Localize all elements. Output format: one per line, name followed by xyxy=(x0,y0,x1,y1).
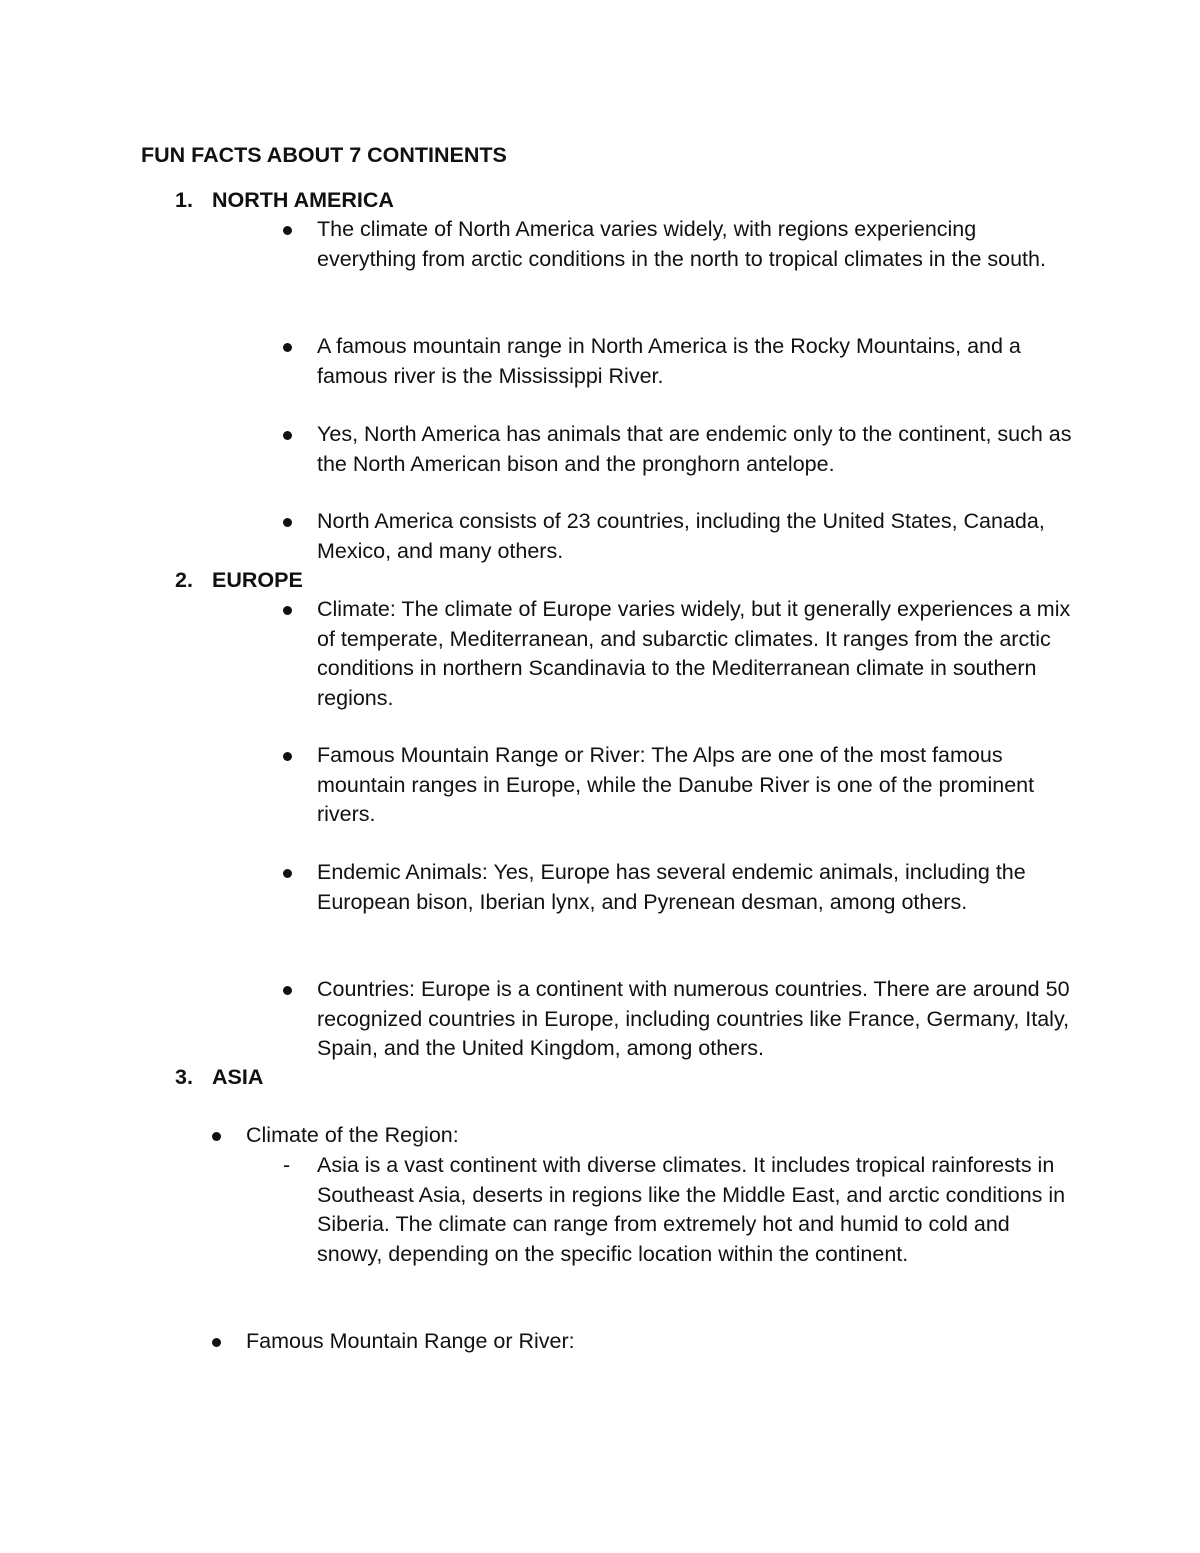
section-title: ASIA xyxy=(212,1065,264,1089)
bullet-icon xyxy=(283,226,292,235)
list-item-text: North America consists of 23 countries, including the United States, Canada, Mexico, and many others. xyxy=(317,509,1045,563)
list-item xyxy=(317,975,1077,1064)
bullet-icon xyxy=(212,1338,221,1347)
sub-list-item-text: Asia is a vast continent with diverse climates. It includes tropical rainforests in Southeast Asia, deserts in regions like the Middle East, and arctic conditions in Siberia. The climate can range from extremely hot and humid to cold and snowy, depending on the specific location within the continent. xyxy=(317,1153,1066,1266)
dash-marker: - xyxy=(283,1153,291,1177)
section-number: 3. xyxy=(175,1065,193,1089)
bullet-icon xyxy=(212,1132,221,1141)
list-item-text: A famous mountain range in North America is the Rocky Mountains, and a famous river is the Mississippi River. xyxy=(317,334,1021,388)
list-item xyxy=(246,1121,1046,1151)
list-item-text: Countries: Europe is a continent with numerous countries. There are around 50 recognized countries in Europe, including countries like France, Germany, Italy, Spain, and the United Kingdom, among others. xyxy=(317,977,1070,1060)
list-item xyxy=(317,858,1077,917)
list-item-text: Climate of the Region: xyxy=(246,1123,459,1147)
list-item xyxy=(317,420,1077,479)
list-item xyxy=(317,507,1077,566)
list-item xyxy=(317,595,1077,713)
bullet-icon xyxy=(283,606,292,615)
list-item-text: The climate of North America varies widely, with regions experiencing everything from arctic conditions in the north to tropical climates in the south. xyxy=(317,217,1046,271)
list-item-text: Endemic Animals: Yes, Europe has several endemic animals, including the European bison, Iberian lynx, and Pyrenean desman, among others. xyxy=(317,860,1026,914)
list-item xyxy=(246,1327,1046,1357)
list-item xyxy=(317,332,1077,391)
bullet-icon xyxy=(283,986,292,995)
bullet-icon xyxy=(283,752,292,761)
section-number: 2. xyxy=(175,568,193,592)
list-item-text: Climate: The climate of Europe varies widely, but it generally experiences a mix of temperate, Mediterranean, and subarctic climates. It ranges from the arctic conditions in northern Scandinavia to the Mediterranean climate in southern regions. xyxy=(317,597,1071,710)
list-item-text: Famous Mountain Range or River: The Alps are one of the most famous mountain ranges in Europe, while the Danube River is one of the prominent rivers. xyxy=(317,743,1035,826)
section-title: EUROPE xyxy=(212,568,303,592)
list-item-text: Famous Mountain Range or River: xyxy=(246,1329,575,1353)
list-item xyxy=(317,741,1077,830)
bullet-icon xyxy=(283,869,292,878)
document-title: FUN FACTS ABOUT 7 CONTINENTS xyxy=(141,143,507,167)
bullet-icon xyxy=(283,518,292,527)
section-title: NORTH AMERICA xyxy=(212,188,394,212)
section-number: 1. xyxy=(175,188,193,212)
sub-list-item xyxy=(283,1151,1077,1269)
list-item-text: Yes, North America has animals that are endemic only to the continent, such as the North American bison and the pronghorn antelope. xyxy=(317,422,1072,476)
bullet-icon xyxy=(283,343,292,352)
bullet-icon xyxy=(283,431,292,440)
list-item xyxy=(317,215,1077,274)
